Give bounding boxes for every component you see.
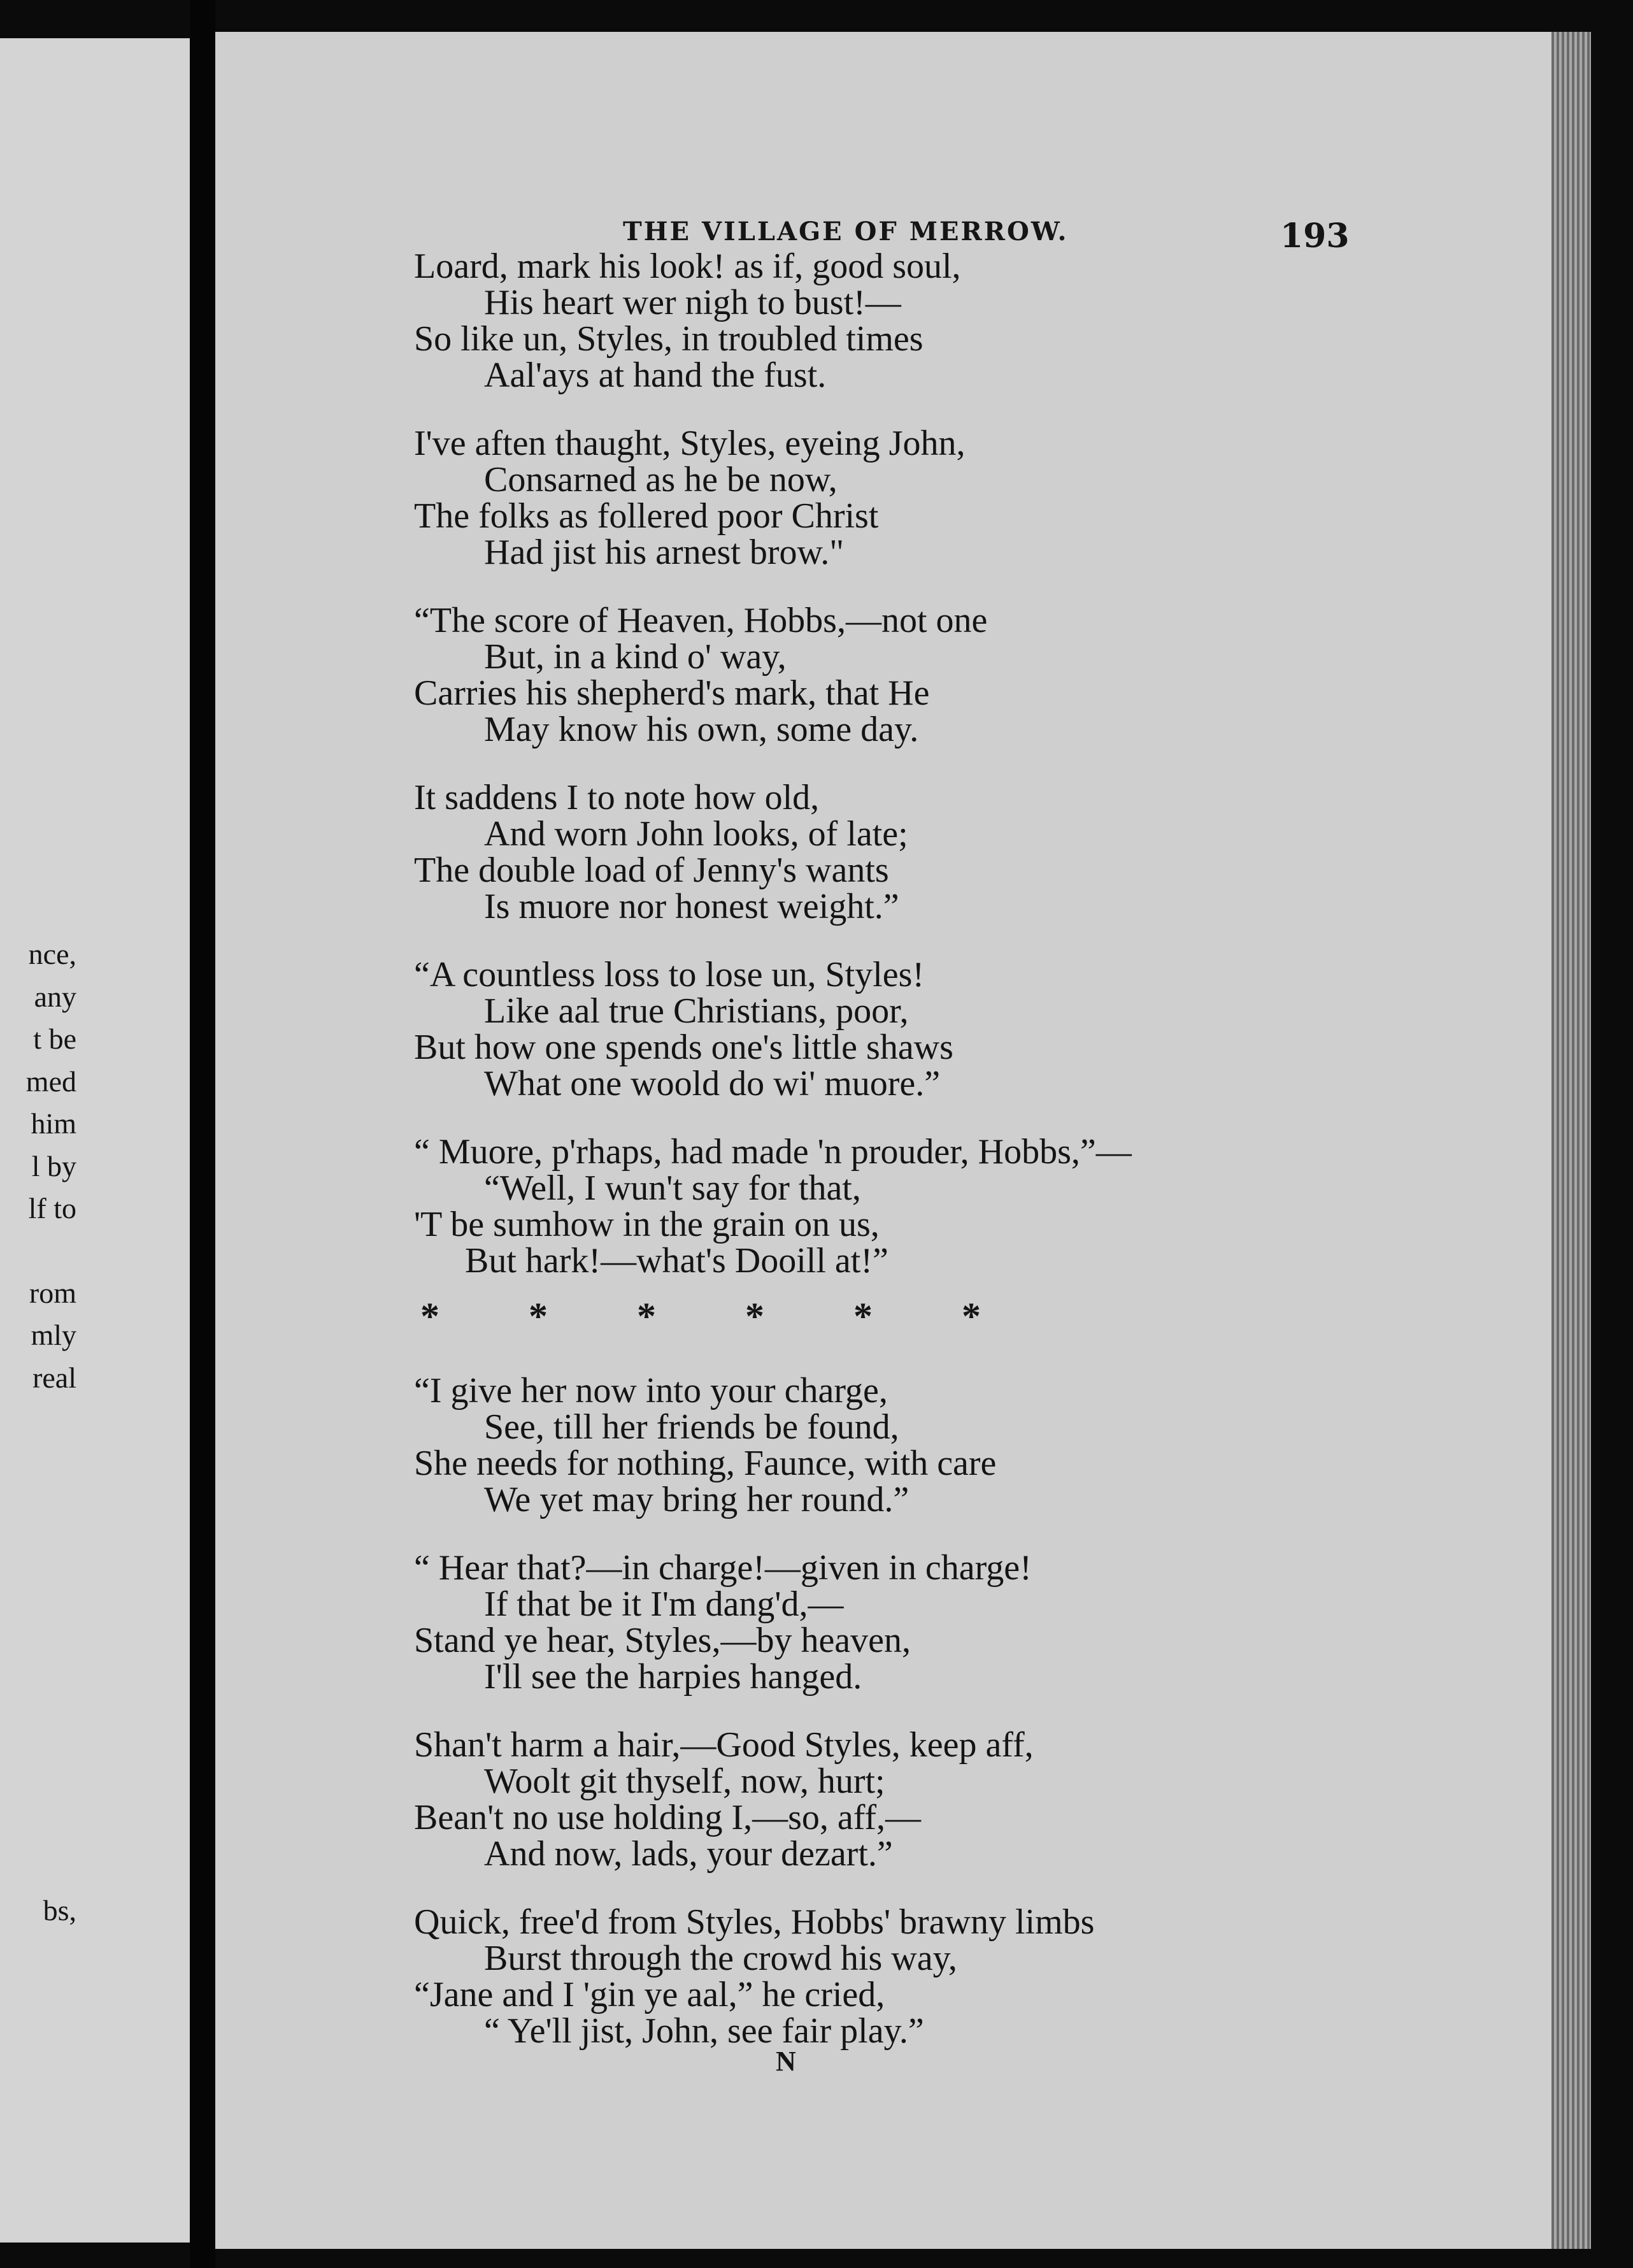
left-fragment: l by <box>31 1149 76 1182</box>
poem-line: “ Hear that?—in charge!—given in charge! <box>414 1548 1032 1588</box>
poem-line: Aal'ays at hand the fust. <box>484 355 827 395</box>
poem-line: See, till her friends be found, <box>484 1407 899 1447</box>
poem-line: Is muore nor honest weight.” <box>484 887 899 926</box>
poem-line: Carries his shepherd's mark, that He <box>414 673 930 713</box>
stanza <box>414 780 1420 925</box>
left-fragment: bs, <box>43 1894 76 1927</box>
left-fragment: nce, <box>28 938 76 970</box>
poem-line: Consarned as he be now, <box>484 460 838 499</box>
poem-line: The folks as follered poor Christ <box>414 496 879 536</box>
poem-line: Loard, mark his look! as if, good soul, <box>414 247 961 286</box>
left-fragment: rom <box>29 1276 76 1309</box>
asterisk: * <box>745 1295 764 1337</box>
poem-line: Had jist his arnest brow." <box>484 533 845 572</box>
poem-line: “ Muore, p'rhaps, had made 'n prouder, Hobbs,”— <box>414 1132 1132 1172</box>
poem-line: 'T be sumhow in the grain on us, <box>414 1205 880 1244</box>
signature-mark: N <box>776 2046 796 2077</box>
poem-line: Stand ye hear, Styles,—by heaven, <box>414 1621 911 1660</box>
poem-line: Bean't no use holding I,—so, aff,— <box>414 1798 922 1837</box>
poem-line: It saddens I to note how old, <box>414 778 820 817</box>
poem-line: But, in a kind o' way, <box>484 637 787 677</box>
left-fragment: any <box>34 980 76 1013</box>
poem-line: Burst through the crowd his way, <box>484 1939 957 1978</box>
poem-line: May know his own, some day. <box>484 710 919 749</box>
page-edge-stack <box>1551 32 1591 2249</box>
poem-line: “Jane and I 'gin ye aal,” he cried, <box>414 1975 885 2014</box>
poem-line: I'll see the harpies hanged. <box>484 1657 862 1697</box>
stanza <box>414 1550 1420 1695</box>
poem-line: “A countless loss to lose un, Styles! <box>414 955 925 994</box>
poem-line: Like aal true Christians, poor, <box>484 991 909 1031</box>
asterisk: * <box>529 1295 548 1337</box>
poem-line: So like un, Styles, in troubled times <box>414 319 923 359</box>
poem-line: If that be it I'm dang'd,— <box>484 1584 844 1624</box>
stanza <box>414 1904 1420 2049</box>
page-number: 193 <box>1280 217 1350 255</box>
poem-line: Shan't harm a hair,—Good Styles, keep aff, <box>414 1725 1034 1765</box>
poem-line: But how one spends one's little shaws <box>414 1028 953 1067</box>
poem-line: And worn John looks, of late; <box>484 814 908 854</box>
poem-line: I've aften thaught, Styles, eyeing John, <box>414 424 966 463</box>
left-fragment: mly <box>31 1319 76 1351</box>
left-page-edge <box>0 38 190 2243</box>
left-page-text <box>0 933 76 1932</box>
stanza <box>414 1134 1420 1279</box>
running-title: THE VILLAGE OF MERROW. <box>623 217 1069 247</box>
poem-line: His heart wer nigh to bust!— <box>484 283 901 322</box>
poem-line: The double load of Jenny's wants <box>414 850 889 890</box>
poem-line: What one woold do wi' muore.” <box>484 1064 941 1103</box>
left-fragment: lf to <box>28 1192 76 1224</box>
asterisk: * <box>420 1295 439 1337</box>
stanza <box>414 426 1420 571</box>
left-fragment: him <box>31 1107 76 1140</box>
poem <box>414 248 1420 2081</box>
left-fragment: t be <box>33 1023 76 1055</box>
left-fragment: med <box>25 1065 76 1098</box>
poem-line: “I give her now into your charge, <box>414 1371 888 1410</box>
stanza <box>414 1373 1420 1518</box>
right-page <box>215 32 1591 2249</box>
poem-line: Woolt git thyself, now, hurt; <box>484 1762 885 1801</box>
stanza <box>414 957 1420 1102</box>
poem-line: We yet may bring her round.” <box>484 1480 909 1519</box>
poem-line: “The score of Heaven, Hobbs,—not one <box>414 601 988 640</box>
stanza <box>414 1727 1420 1872</box>
poem-line: “ Ye'll jist, John, see fair play.” <box>484 2011 924 2051</box>
stanza <box>414 603 1420 748</box>
book-spine <box>190 0 215 2268</box>
section-separator <box>414 1295 1420 1337</box>
poem-line: And now, lads, your dezart.” <box>484 1834 893 1874</box>
stanza <box>414 248 1420 394</box>
poem-line: “Well, I wun't say for that, <box>484 1168 861 1208</box>
left-fragment: real <box>32 1361 76 1394</box>
asterisk: * <box>962 1295 981 1337</box>
asterisk: * <box>853 1295 873 1337</box>
asterisk: * <box>637 1295 656 1337</box>
poem-line: She needs for nothing, Faunce, with care <box>414 1444 997 1483</box>
poem-line: Quick, free'd from Styles, Hobbs' brawny limbs <box>414 1902 1095 1942</box>
poem-line: But hark!—what's Dooill at!” <box>465 1241 888 1281</box>
